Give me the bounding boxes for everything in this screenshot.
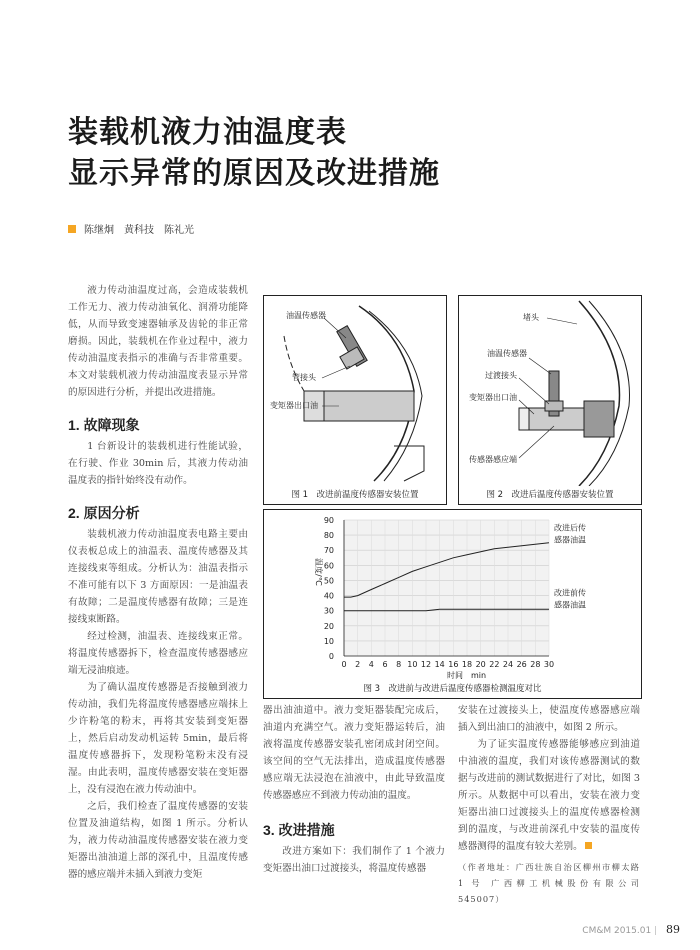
section-2-paragraph-4: 之后，我们检查了温度传感器的安装位置及油道结构，如图 1 所示。分析认为，液力传动油温度传感器安装在液力变矩器出油油道上部的深孔中，且温度传感器的感应端并未插入到液力变矩	[68, 801, 248, 880]
y-tick-label: 60	[323, 561, 334, 571]
x-tick-label: 8	[396, 660, 402, 669]
x-tick-label: 12	[420, 660, 432, 669]
author-line	[68, 221, 194, 236]
fig2-label-outlet: 变矩器出口油	[469, 393, 517, 402]
section-2-paragraph-2: 经过检测，油温表、连接线束正常。将温度传感器拆下，检查温度传感器感应端无浸油痕迹。	[68, 631, 248, 676]
x-tick-label: 18	[461, 660, 473, 669]
column-3-paragraph-2-text: 为了证实温度传感器能够感应到油道中油液的温度，我们对该传感器测试的数据与改进前的测试数据进行了对比，如图 3 所示。从数据中可以看出，安装在液力变矩器出油口过渡接头上的温度传感器检测到的温度，与改进前深孔中安装的温度传感器测得的温度有较大差别。	[458, 739, 640, 852]
section-1-paragraph: 1 台新设计的装载机进行性能试验，在行驶、作业 30min 后，其液力传动油温度表的指针始终没有动作。	[68, 441, 248, 486]
y-tick-label: 30	[323, 606, 334, 616]
y-tick-label: 0	[328, 652, 334, 661]
column-3	[458, 702, 650, 907]
y-tick-label: 20	[323, 621, 334, 631]
x-tick-label: 24	[502, 660, 514, 669]
figure-1-caption: 图 1 改进前温度传感器安装位置	[291, 490, 419, 500]
x-tick-label: 10	[407, 660, 418, 669]
fig2-label-sensor: 油温传感器	[487, 349, 527, 358]
article-title	[68, 112, 440, 194]
y-tick-label: 40	[323, 591, 334, 601]
journal-issue: CM&M 2015.01	[582, 926, 652, 936]
legend-label-1: 感器油温	[554, 535, 586, 545]
x-tick-label: 22	[489, 660, 500, 669]
figure-3-caption: 图 3 改进前与改进后温度传感器检测温度对比	[363, 684, 542, 694]
y-axis-label: 温度/℃	[314, 558, 323, 586]
y-tick-label: 90	[323, 516, 334, 525]
legend-label-1: 改进后传	[554, 523, 586, 533]
figure-2	[458, 295, 642, 505]
page-footer: CM&M 2015.01 | 89	[582, 923, 680, 936]
title-line-1: 装载机液力油温度表	[68, 115, 347, 150]
author-address: （作者地址：广西壮族自治区柳州市柳太路 1 号 广西柳工机械股份有限公司 545007）	[458, 862, 650, 904]
x-tick-label: 30	[543, 660, 555, 669]
legend-label-2: 感器油温	[554, 600, 586, 610]
column-1	[68, 282, 248, 883]
authors: 陈继炯 黄科技 陈礼光	[84, 225, 194, 236]
fig1-label-sensor: 油温传感器	[286, 311, 326, 320]
column-3-paragraph-2	[458, 736, 640, 855]
figure-1-drawing	[264, 296, 446, 486]
x-tick-label: 0	[341, 660, 347, 669]
column-2-paragraph: 器出油油道中。液力变矩器装配完成后，油道内充满空气。液力变矩器运转后，油液将温度传感器安装孔密闭成封闭空间。该空间的空气无法排出，造成温度传感器感应端无法浸泡在油液中，由此导致温度传感器感应不到液力传动油的温度。	[263, 705, 445, 801]
legend-label-2: 改进前传	[554, 588, 586, 598]
fig2-label-adapter: 过渡接头	[485, 371, 517, 380]
fig1-label-outlet: 变矩器出口油	[270, 401, 318, 410]
column-2	[263, 702, 445, 877]
x-tick-label: 4	[368, 660, 374, 669]
section-3-paragraph: 改进方案如下：我们制作了 1 个液力变矩器出油口过渡接头，将温度传感器	[263, 846, 445, 874]
figure-3	[263, 509, 642, 699]
x-tick-label: 28	[530, 660, 541, 669]
y-tick-label: 70	[323, 546, 334, 556]
x-tick-label: 6	[382, 660, 388, 669]
figure-1	[263, 295, 447, 505]
section-1-heading: 1. 故障现象	[68, 417, 140, 433]
end-mark-icon	[585, 842, 592, 849]
page-number: 89	[666, 923, 680, 936]
x-tick-label: 26	[516, 660, 527, 669]
temperature-chart	[264, 510, 641, 680]
y-tick-label: 80	[323, 531, 334, 541]
y-tick-label: 50	[323, 576, 334, 586]
section-2-heading: 2. 原因分析	[68, 505, 140, 521]
x-tick-label: 16	[448, 660, 459, 669]
x-tick-label: 20	[475, 660, 486, 669]
fig2-label-probe: 传感器感应端	[469, 455, 517, 464]
section-2-paragraph-3: 为了确认温度传感器是否接触到液力传动油，我们先将温度传感器感应端抹上少许粉笔的粉末，再将其安装到变矩器上，然后启动发动机运转 5min，最后将温度传感器拆下，发现粉笔粉末没有浸湿。由此表明，温度传感器安装在变矩器上，没有浸泡在液力传动油中。	[68, 682, 248, 795]
figure-2-caption: 图 2 改进后温度传感器安装位置	[486, 490, 614, 500]
bullet-square-icon	[68, 225, 76, 233]
fig1-label-fitting: 管接头	[292, 373, 316, 382]
section-3-heading: 3. 改进措施	[263, 822, 335, 838]
section-2-paragraph-1: 装载机液力传动油温度表电路主要由仪表板总成上的油温表、温度传感器及其连接线束等组成。分析认为：油温表指示不准可能有以下 3 方面原因：一是油温表有故障；二是温度传感器有故障；三是连接线束断路。	[68, 529, 248, 625]
title-line-2: 显示异常的原因及改进措施	[68, 156, 440, 191]
y-tick-label: 10	[323, 636, 334, 646]
x-tick-label: 14	[434, 660, 445, 669]
intro-paragraph: 液力传动油温度过高，会造成装载机工作无力、液力传动油氧化、润滑功能降低，从而导致变速器轴承及齿轮的非正常磨损。因此，装载机在作业过程中，液力传动油温度表指示的准确与否非常重要。本文对装载机液力传动油温度表显示异常的原因进行分析，并提出改进措施。	[68, 285, 248, 398]
x-tick-label: 2	[355, 660, 361, 669]
column-3-paragraph-1: 安装在过渡接头上，使温度传感器感应端插入到出油口的油液中，如图 2 所示。	[458, 705, 640, 733]
x-axis-label: 时间 min	[446, 671, 487, 680]
fig2-label-plug: 堵头	[523, 313, 539, 322]
